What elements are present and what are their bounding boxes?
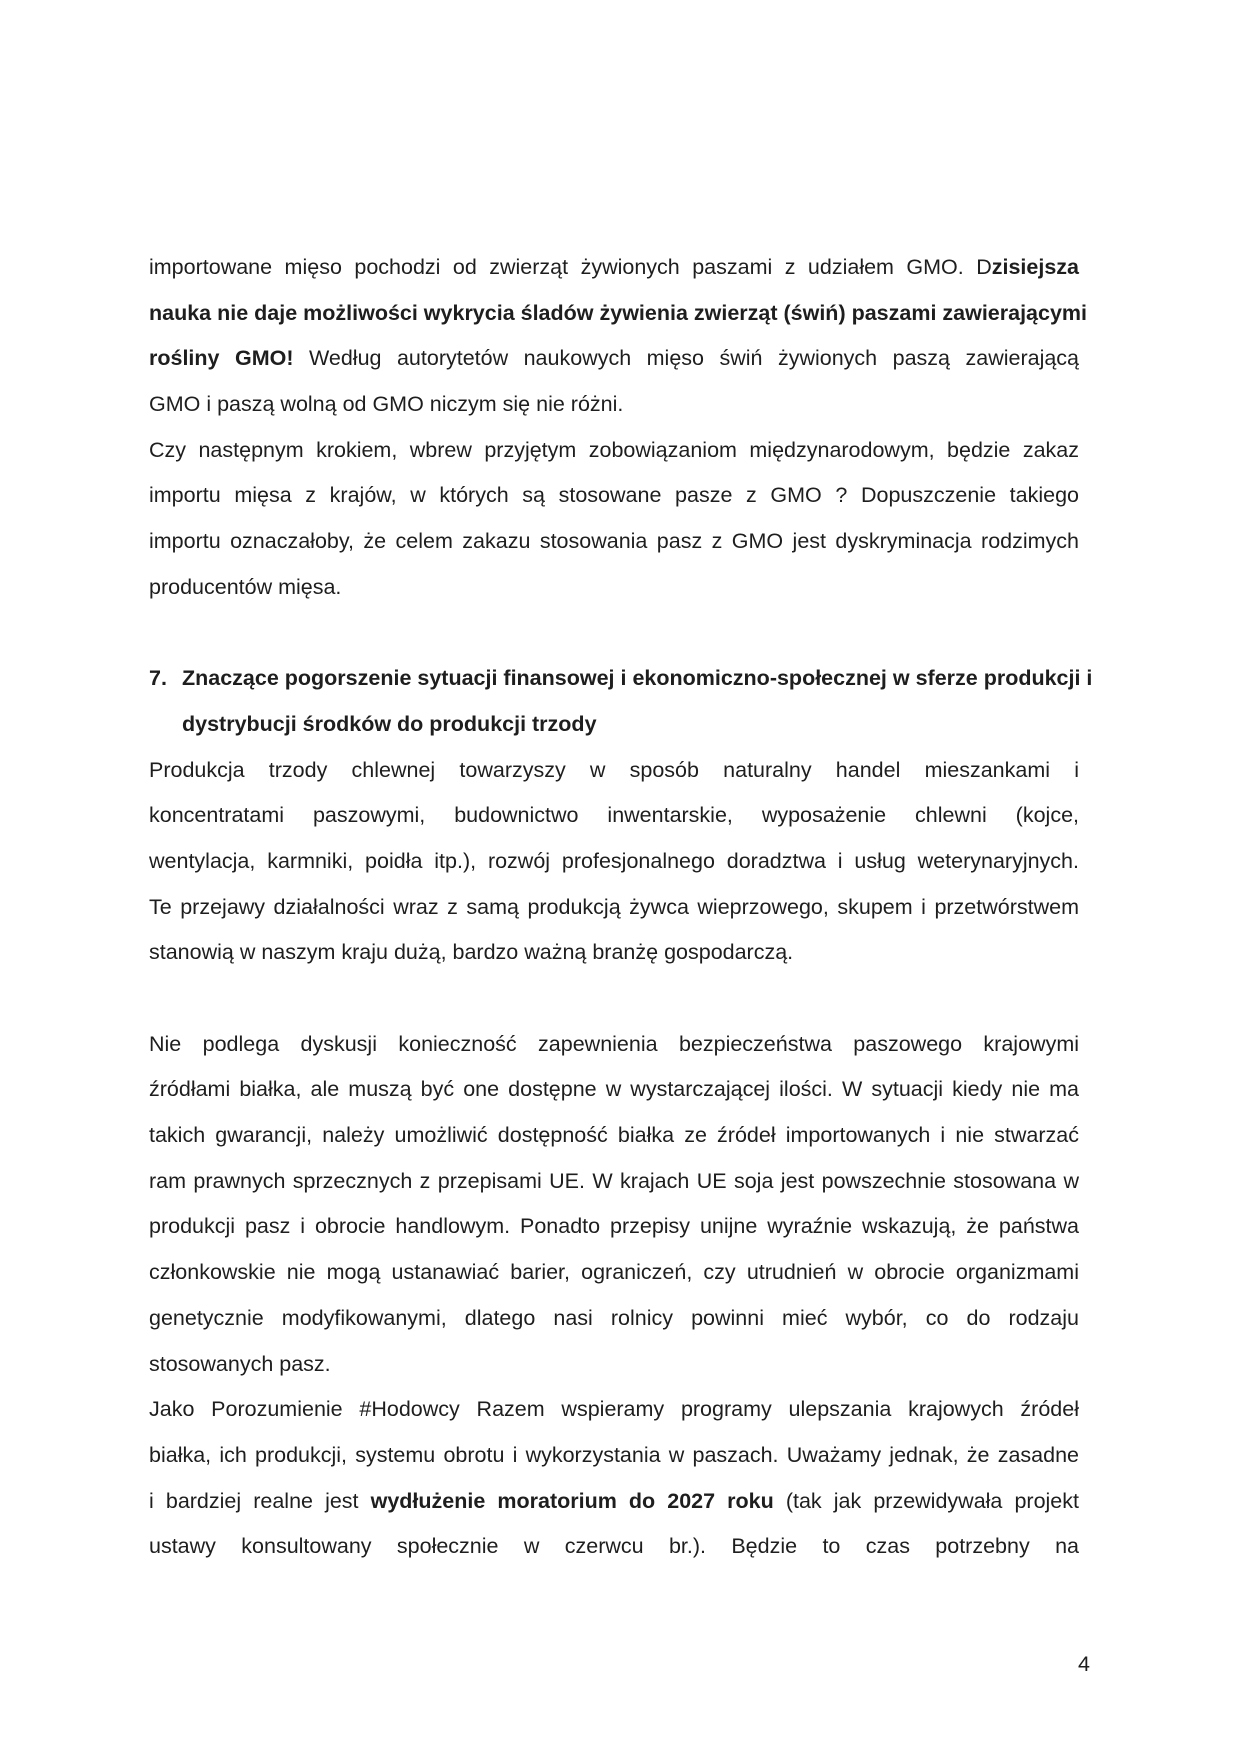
text-line: produkcji pasz i obrocie handlowym. Ponadto przepisy unijne wyraźnie wskazują, że państwa [149,1214,1079,1239]
text-line: członkowskie nie mogą ustanawiać barier, ograniczeń, czy utrudnień w obrocie organizmami [149,1260,1079,1285]
text-line: Produkcja trzody chlewnej towarzyszy w sposób naturalny handel mieszankami i [149,757,1079,782]
text-line: białka, ich produkcji, systemu obrotu i wykorzystania w paszach. Uważamy jednak, że zasadne [149,1442,1079,1467]
text-run: i bardziej realne jest [149,1488,371,1513]
text-line: wentylacja, karmniki, poidła itp.), rozwój profesjonalnego doradztwa i usług weterynaryjnych. [149,848,1079,873]
text-line: stanowią w naszym kraju dużą, bardzo ważną branżę gospodarczą. [149,940,794,965]
text-line [149,382,1079,428]
paragraph-import-ban-question [149,428,1079,611]
section-number: 7. [149,666,167,691]
paragraph-gmo-detection [149,245,1088,428]
paragraph-protein-security [149,1022,1079,1388]
text-line [149,291,1088,337]
text-line: genetycznie modyfikowanymi, dlatego nasi rolnicy powinni mieć wybór, co do rodzaju [149,1305,1079,1330]
section-title-line: dystrybucji środków do produkcji trzody [182,711,597,736]
spacer [149,976,1079,1022]
text-line: Czy następnym krokiem, wbrew przyjętym zobowiązaniom międzynarodowym, będzie zakaz [149,437,1079,462]
text-run: importowane mięso pochodzi od zwierząt żywionych paszami z udziałem GMO. D [149,255,992,279]
paragraph-pig-production-industry [149,748,1079,976]
text-line: źródłami białka, ale muszą być one dostępne w wystarczającej ilości. W sytuacji kiedy nie ma [149,1077,1079,1102]
text-run: GMO i paszą wolną od GMO niczym się nie różni. [149,392,624,417]
text-line: producentów mięsa. [149,574,342,599]
section-heading [149,656,1093,747]
text-run: Według autorytetów naukowych mięso świń żywionych paszą zawierającą [293,346,1080,371]
section-title-line: Znaczące pogorszenie sytuacji finansowej i ekonomiczno-społecznej w sferze produkcji i [182,666,1093,691]
page-number: 4 [1078,1652,1090,1676]
text-line: ustawy konsultowany społecznie w czerwcu br.). Będzie to czas potrzebny na [149,1534,1079,1559]
bold-text-run: wydłużenie moratorium do 2027 roku [370,1488,774,1513]
text-line [149,336,1079,382]
page-body [149,245,1093,1570]
text-line [149,245,1079,291]
text-line [149,1479,1079,1525]
text-run: (tak jak przewidywała projekt [773,1488,1079,1513]
text-line: Jako Porozumienie #Hodowcy Razem wspieramy programy ulepszania krajowych źródeł [149,1397,1079,1422]
text-line: koncentratami paszowymi, budownictwo inwentarskie, wyposażenie chlewni (kojce, [149,803,1079,828]
text-line: importu mięsa z krajów, w których są stosowane pasze z GMO ? Dopuszczenie takiego [149,483,1079,508]
bold-text-run: nauka nie daje możliwości wykrycia śladów żywienia zwierząt (świń) paszami zawierającymi [149,300,1088,325]
text-line: stosowanych pasz. [149,1351,331,1376]
spacer [149,611,1079,657]
text-line: importu oznaczałoby, że celem zakazu stosowania pasz z GMO jest dyskryminacja rodzimych [149,529,1079,554]
bold-text-run: zisiejsza [991,255,1079,279]
text-line: takich gwarancji, należy umożliwić dostępność białka ze źródeł importowanych i nie stwarzać [149,1123,1079,1148]
text-line: Te przejawy działalności wraz z samą produkcją żywca wieprzowego, skupem i przetwórstwem [149,894,1079,919]
text-line: Nie podlega dyskusji konieczność zapewnienia bezpieczeństwa paszowego krajowymi [149,1031,1079,1056]
paragraph-moratorium-extension [149,1387,1079,1570]
text-line: ram prawnych sprzecznych z przepisami UE. W krajach UE soja jest powszechnie stosowana w [149,1168,1079,1193]
bold-text-run: rośliny GMO! [149,346,294,371]
